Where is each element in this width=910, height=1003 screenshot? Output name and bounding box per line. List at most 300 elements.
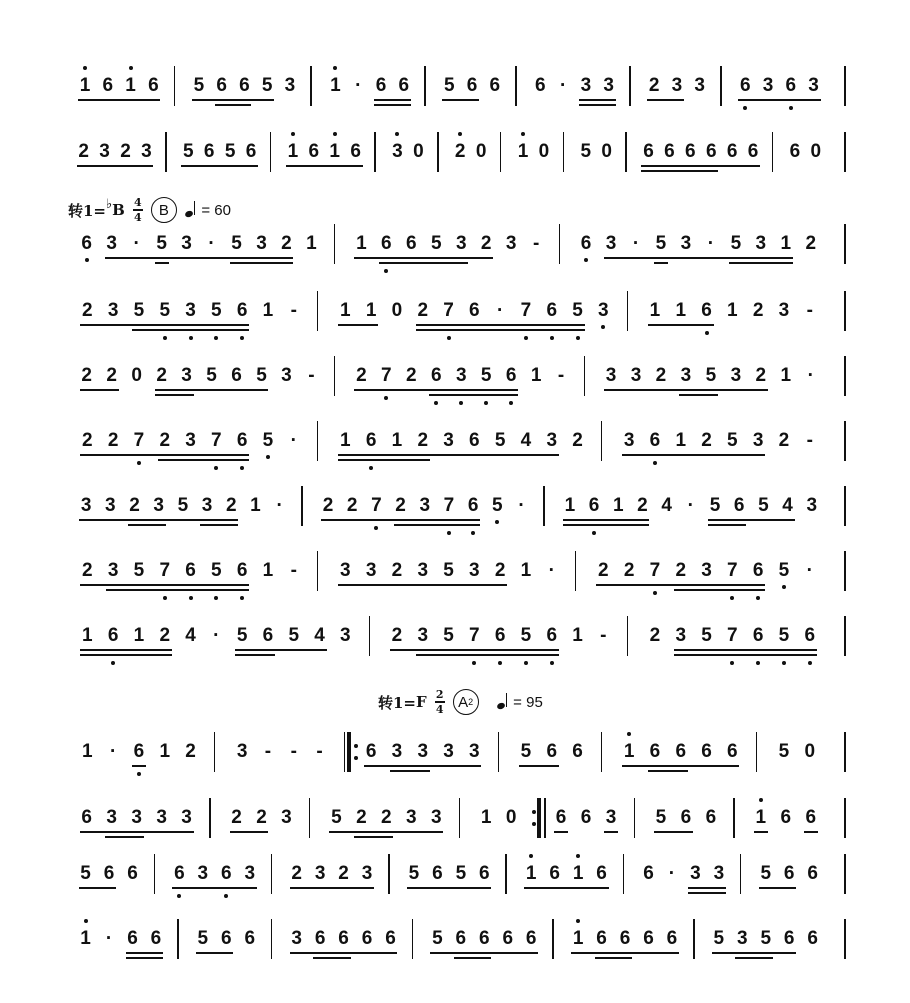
note: 3 [469, 560, 480, 581]
measure [326, 297, 636, 337]
measure [445, 138, 508, 178]
beam-underline [708, 519, 795, 521]
measure [68, 427, 326, 467]
dot: · [109, 741, 117, 762]
beam-underline [80, 649, 171, 651]
note: 2 [417, 430, 429, 451]
octave-down-dot [214, 596, 218, 600]
beam-underline [192, 99, 274, 101]
beam-underline [759, 887, 796, 889]
rest: 0 [804, 741, 816, 762]
note: 6 [619, 928, 631, 949]
note: 3 [141, 141, 152, 162]
note: 6 [666, 928, 678, 949]
barline [844, 132, 846, 172]
beam-underline [604, 389, 768, 391]
note: 1 [79, 927, 93, 951]
octave-down-dot [730, 661, 734, 665]
octave-down-dot [789, 106, 793, 110]
note: 1 [78, 74, 92, 98]
beam-underline [338, 324, 378, 326]
note: 3 [244, 863, 256, 884]
beam-underline [674, 649, 817, 651]
note: 5 [432, 928, 443, 949]
beam-underline [80, 831, 194, 833]
beam-underline [374, 104, 411, 106]
measure [636, 297, 842, 337]
note: 5 [331, 807, 342, 828]
measure [610, 427, 842, 467]
measure [68, 492, 310, 532]
note: 6 [350, 141, 361, 162]
note: 6 [102, 75, 114, 96]
beam-underline [321, 519, 480, 521]
note: 3 [131, 807, 142, 828]
beam-underline [354, 257, 493, 259]
note: 6 [375, 75, 387, 96]
measure [742, 804, 842, 844]
note: 3 [605, 233, 617, 254]
note: 6 [106, 624, 120, 648]
barline [772, 132, 774, 172]
note: 1 [133, 625, 145, 646]
note: 1 [262, 560, 274, 581]
measure [326, 557, 584, 597]
note: 1 [356, 233, 367, 254]
octave-down-dot [447, 531, 451, 535]
note: 5 [494, 430, 506, 451]
octave-down-dot [384, 396, 388, 400]
note: 2 [82, 560, 93, 581]
note: 6 [649, 741, 661, 762]
note: 6 [81, 807, 92, 828]
dot: · [707, 233, 715, 254]
note: 6 [783, 863, 795, 884]
note: 3 [730, 365, 742, 386]
note: 6 [648, 429, 662, 453]
barline [844, 616, 846, 656]
octave-up-dot [576, 854, 580, 858]
measure [636, 622, 842, 662]
measure [432, 72, 523, 112]
note: 7 [519, 299, 533, 323]
note: 3 [361, 863, 373, 884]
note: 6 [664, 141, 675, 162]
note: 6 [132, 740, 146, 764]
note: 5 [236, 625, 248, 646]
note: 2 [185, 741, 196, 762]
note: 6 [127, 928, 138, 949]
octave-down-dot [177, 894, 181, 898]
barline [214, 732, 216, 772]
note: 6 [525, 928, 537, 949]
dash: - [264, 741, 272, 762]
beam-underline [654, 262, 668, 264]
barline [634, 798, 636, 838]
measure [637, 72, 728, 112]
note: 6 [705, 141, 717, 162]
note: 2 [156, 365, 167, 386]
dot: · [276, 495, 283, 516]
note: 5 [519, 624, 533, 648]
octave-down-dot [266, 455, 270, 459]
dash: - [806, 430, 813, 451]
beam-underline [679, 394, 718, 396]
note: 3 [106, 233, 117, 254]
note: 3 [680, 365, 692, 386]
note: 4 [661, 495, 672, 516]
note: 5 [133, 300, 145, 321]
section-marker [453, 689, 479, 715]
note: 3 [417, 560, 429, 581]
note: 3 [185, 430, 196, 451]
note: 3 [671, 75, 683, 96]
note: 2 [494, 560, 506, 581]
note: 5 [727, 430, 738, 451]
measure [277, 138, 382, 178]
note: 4 [520, 430, 532, 451]
note: 3 [106, 807, 117, 828]
barline [559, 224, 561, 264]
score-line [0, 804, 910, 844]
note: 6 [361, 928, 373, 949]
beam-underline [235, 649, 326, 651]
beam-underline [215, 104, 252, 106]
dash: - [290, 741, 297, 762]
note: 6 [245, 141, 257, 162]
note: 6 [239, 75, 250, 96]
rest: 0 [601, 141, 612, 162]
beam-underline [754, 831, 768, 833]
note: 1 [306, 233, 317, 254]
key-signature [378, 692, 427, 713]
note: 2 [778, 430, 790, 451]
barline [844, 291, 846, 331]
note: 3 [737, 928, 748, 949]
repeat-thin-line [344, 732, 346, 772]
octave-down-dot [163, 336, 167, 340]
octave-up-dot [521, 132, 525, 136]
note: 3 [153, 495, 164, 516]
octave-down-dot [524, 336, 528, 340]
beam-underline [674, 654, 817, 656]
measure [279, 860, 396, 900]
octave-up-dot [291, 132, 295, 136]
note: 5 [778, 741, 790, 762]
note: 2 [225, 495, 237, 516]
octave-down-dot [524, 661, 528, 665]
barline [154, 854, 156, 894]
key-note: F [416, 693, 427, 711]
note: 3 [430, 807, 442, 828]
note: 6 [150, 928, 162, 949]
note: 6 [262, 625, 274, 646]
rest: 0 [505, 807, 517, 828]
barline [369, 616, 371, 656]
barline [629, 66, 631, 106]
score-line [0, 362, 910, 402]
note: 3 [340, 625, 351, 646]
note: 5 [655, 233, 667, 254]
note: 6 [727, 741, 738, 762]
note: 2 [480, 233, 492, 254]
score-line [0, 860, 910, 900]
note: 2 [391, 625, 403, 646]
octave-down-dot [471, 531, 475, 535]
note: 6 [364, 429, 378, 453]
note: 3 [443, 741, 454, 762]
note: 3 [454, 364, 468, 388]
beam-underline [571, 952, 679, 954]
note: 7 [442, 494, 456, 518]
octave-down-dot [756, 661, 760, 665]
note: 5 [224, 141, 236, 162]
note: 3 [107, 560, 119, 581]
beam-underline [329, 831, 443, 833]
score-line [0, 738, 910, 778]
barline [317, 551, 319, 591]
octave-down-dot [189, 336, 193, 340]
measure [318, 72, 432, 112]
beam-underline [290, 887, 374, 889]
note: 5 [156, 233, 167, 254]
beam-underline [394, 524, 481, 526]
note: 3 [365, 560, 377, 581]
beam-underline [313, 957, 350, 959]
beam-underline [622, 454, 765, 456]
beam-underline [416, 329, 585, 331]
barline [334, 224, 336, 264]
note: 6 [685, 141, 696, 162]
key-note: B [112, 201, 125, 219]
note: 2 [129, 495, 140, 516]
note: 3 [596, 299, 610, 323]
beam-underline [126, 957, 163, 959]
barline [459, 798, 461, 838]
note: 3 [107, 300, 119, 321]
note: 7 [648, 559, 662, 583]
barline [388, 854, 390, 894]
note: 6 [184, 559, 198, 583]
beam-underline [132, 329, 249, 331]
dot: · [105, 928, 113, 949]
note: 3 [156, 807, 167, 828]
note: 3 [99, 141, 110, 162]
note: 1 [124, 74, 138, 98]
note: 6 [805, 807, 817, 828]
beam-underline [338, 584, 507, 586]
barline [756, 732, 758, 772]
note: 5 [705, 365, 717, 386]
note: 3 [105, 495, 116, 516]
beam-underline [688, 892, 725, 894]
tempo-marking [185, 202, 231, 219]
beam-underline [290, 952, 398, 954]
note: 3 [291, 928, 302, 949]
note: 1 [82, 625, 93, 646]
note: 2 [649, 625, 661, 646]
note: 1 [328, 74, 342, 98]
time-signature [435, 689, 445, 715]
dot: · [632, 233, 640, 254]
note: 6 [579, 232, 593, 256]
note: 2 [291, 863, 302, 884]
dot: · [518, 495, 525, 516]
note: 3 [390, 140, 404, 164]
note: 3 [630, 365, 642, 386]
note: 2 [82, 300, 93, 321]
note: 6 [549, 863, 560, 884]
note: 3 [690, 863, 701, 884]
rest: 0 [131, 365, 142, 386]
note: 2 [120, 141, 131, 162]
note: 6 [235, 429, 249, 453]
note: 3 [417, 625, 429, 646]
note: 5 [256, 365, 267, 386]
beam-underline [200, 524, 238, 526]
barline [174, 66, 176, 106]
measure [162, 860, 279, 900]
octave-down-dot [509, 401, 513, 405]
beam-underline [648, 770, 688, 772]
note: 1 [622, 740, 636, 764]
tempo-value: = 95 [513, 693, 543, 711]
section-marker [151, 197, 177, 223]
octave-down-dot [705, 331, 709, 335]
note: 1 [727, 300, 738, 321]
key-text: 转1= [378, 693, 417, 712]
note: 6 [700, 299, 714, 323]
note: 1 [328, 140, 342, 164]
barline [844, 356, 846, 396]
note: 2 [281, 233, 292, 254]
note: 6 [221, 928, 232, 949]
note: 7 [467, 624, 481, 648]
note: 6 [643, 928, 654, 949]
note: 7 [379, 364, 393, 388]
note: 5 [701, 625, 712, 646]
barline [844, 919, 846, 959]
note: 3 [694, 75, 705, 96]
time-signature-bottom: 4 [435, 702, 444, 716]
dot: · [668, 863, 676, 884]
beam-underline [155, 389, 269, 391]
beam-underline [674, 589, 765, 591]
octave-down-dot [459, 401, 463, 405]
note: 3 [197, 863, 209, 884]
measure [68, 557, 326, 597]
beam-underline [429, 394, 518, 396]
note: 7 [158, 559, 172, 583]
beam-underline [80, 324, 249, 326]
note: 2 [805, 233, 817, 254]
octave-down-dot [189, 596, 193, 600]
barline [500, 132, 502, 172]
octave-up-dot [83, 66, 87, 70]
beam-underline [738, 99, 820, 101]
octave-down-dot [472, 661, 476, 665]
measure [765, 738, 842, 778]
note: 6 [726, 141, 738, 162]
note: 6 [555, 807, 567, 828]
measure [326, 427, 610, 467]
note: 5 [709, 495, 721, 516]
beam-underline [128, 524, 166, 526]
beam-underline [235, 654, 275, 656]
beam-underline [80, 584, 249, 586]
note: 6 [127, 863, 138, 884]
note: 2 [256, 807, 267, 828]
dot: · [807, 365, 814, 386]
barline [601, 421, 603, 461]
note: 6 [469, 430, 480, 451]
beam-underline [126, 952, 163, 954]
beam-underline [641, 165, 760, 167]
octave-down-dot [85, 258, 89, 262]
measure [68, 297, 326, 337]
beam-underline [338, 459, 429, 461]
note: 7 [725, 624, 739, 648]
beam-underline [364, 765, 481, 767]
octave-down-dot [484, 401, 488, 405]
note: 3 [80, 495, 92, 516]
note: 6 [587, 494, 601, 518]
note: 6 [172, 862, 186, 886]
barline [309, 798, 311, 838]
beam-underline [155, 394, 194, 396]
octave-down-dot [550, 661, 554, 665]
note: 2 [346, 495, 358, 516]
beam-underline [563, 524, 650, 526]
barline [271, 919, 273, 959]
note: 1 [480, 807, 492, 828]
note: 1 [516, 140, 530, 164]
note: 6 [235, 299, 249, 323]
note: 5 [777, 559, 791, 583]
note: 5 [209, 559, 223, 583]
note: 6 [504, 364, 518, 388]
note: 6 [203, 141, 215, 162]
note: 1 [286, 140, 300, 164]
note: 3 [284, 75, 296, 96]
note: 6 [80, 232, 94, 256]
octave-down-dot [224, 894, 228, 898]
barline [844, 551, 846, 591]
measure [352, 738, 507, 778]
note: 6 [751, 624, 765, 648]
note: 7 [369, 494, 383, 518]
note: 2 [701, 430, 712, 451]
note: 3 [391, 741, 403, 762]
note: 1 [780, 365, 792, 386]
note: 2 [637, 495, 648, 516]
time-signature-top: 4 [134, 196, 142, 210]
measure [68, 738, 223, 778]
score-line [0, 427, 910, 467]
note: 6 [675, 741, 687, 762]
octave-down-dot [584, 258, 588, 262]
note: 5 [197, 928, 209, 949]
beam-underline [519, 765, 559, 767]
note: 1 [262, 300, 274, 321]
octave-down-dot [447, 336, 451, 340]
note: 5 [443, 560, 454, 581]
octave-up-dot [84, 919, 88, 923]
note: 5 [158, 299, 172, 323]
note: 4 [782, 495, 793, 516]
measure [420, 925, 561, 965]
barline [515, 66, 517, 106]
